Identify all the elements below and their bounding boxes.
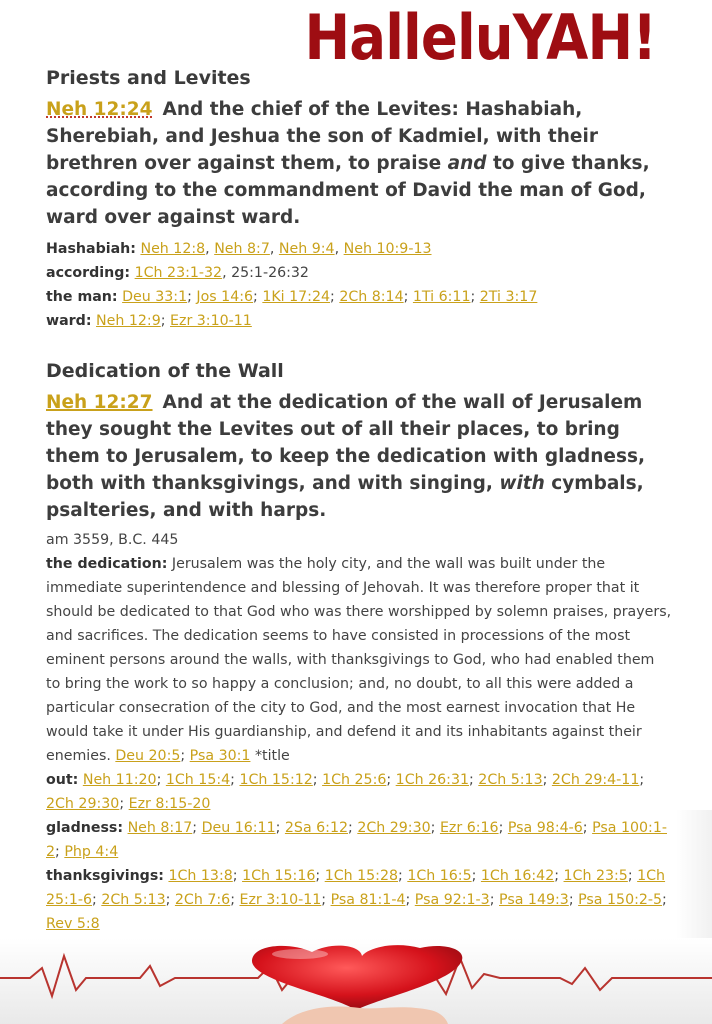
scripture-ref-link[interactable]: Psa 150:2-5	[578, 892, 663, 908]
scripture-ref-link[interactable]: Deu 16:11	[201, 820, 276, 836]
scripture-ref-link[interactable]: 1Ch 23:1-32	[134, 265, 223, 281]
side-shade	[676, 810, 712, 940]
scripture-ref-link[interactable]: 1Ch 13:8	[168, 868, 233, 884]
note-trailing: , 25:1-26:32	[222, 265, 309, 281]
cross-reference-notes	[46, 237, 672, 333]
scripture-ref-link[interactable]: 1Ch 25:6	[322, 772, 387, 788]
scripture-ref-link[interactable]: Deu 33:1	[122, 289, 188, 305]
scripture-ref-link[interactable]: Psa 30:1	[189, 748, 251, 764]
note-text: Jerusalem was the holy city, and the wall was built under the immediate superintendence and blessing of Jehovah. It was therefore proper that it should be dedicated to that God who was there worshipped by solemn praises, prayers, and sacrifices. The dedication seems to have consisted in processions of the most eminent persons around the walls, with thanksgivings to God, who had enabled them to bring the work to so happy a conclusion; and, no doubt, to all this were added a particular consecration of the city to God, and the most earnest invocation that He would take it under His guardianship, and defend it and its inhabitants against their enemies.	[46, 556, 672, 764]
scripture-ref-link[interactable]: Neh 8:7	[214, 241, 270, 257]
scripture-ref-link[interactable]: 2Sa 6:12	[284, 820, 349, 836]
note-label: ward:	[46, 313, 92, 329]
note-label: out:	[46, 772, 79, 788]
scripture-ref-link[interactable]: 1Ch 15:28	[324, 868, 399, 884]
cross-reference-line: Hashabiah: Neh 12:8, Neh 8:7, Neh 9:4, Neh 10:9-13	[46, 241, 432, 257]
verse-neh-12-24	[46, 96, 672, 231]
section-heading: Priests and Levites	[46, 67, 251, 89]
cross-reference-line: the man: Deu 33:1; Jos 14:6; 1Ki 17:24; 2Ch 8:14; 1Ti 6:11; 2Ti 3:17	[46, 289, 538, 305]
scripture-ref-link[interactable]: 1Ch 23:5	[563, 868, 628, 884]
scripture-ref-link[interactable]: Jos 14:6	[196, 289, 254, 305]
scripture-ref-link[interactable]: Deu 20:5	[115, 748, 181, 764]
scripture-ref-link[interactable]: 1Ch 15:4	[165, 772, 231, 788]
scripture-ref-link[interactable]: Neh 12:9	[96, 313, 161, 329]
note-label: according:	[46, 265, 131, 281]
verse-italic-word: and	[447, 153, 487, 174]
cross-reference-notes	[46, 768, 672, 936]
scripture-ref-link[interactable]: 2Ch 29:30	[46, 796, 120, 812]
dedication-note: the dedication: Jerusalem was the holy city, and the wall was built under the immediate superintendence and blessing of Jehovah. It was therefore proper that it should be dedicated to that God who was there worshipped by solemn praises, prayers, and sacrifices. The dedication seems to have consisted in processions of the most eminent persons around the walls, with thanksgivings to God, who had enabled them to bring the work to so happy a conclusion; and, no doubt, to all this were added a particular consecration of the city to God, and the most earnest invocation that He would take it under His guardianship, and defend it and its inhabitants against their enemies. Deu 20:5; Psa 30:1 *title	[46, 556, 672, 764]
section-dedication-wall	[46, 357, 672, 936]
scripture-ref-link[interactable]: 2Ch 7:6	[174, 892, 231, 908]
scripture-ref-link[interactable]: 1Ti 6:11	[412, 289, 471, 305]
scripture-ref-link[interactable]: Neh 8:17	[127, 820, 193, 836]
scripture-ref-link[interactable]: 1Ch 16:5	[407, 868, 472, 884]
scripture-ref-link[interactable]: Ezr 3:10-11	[170, 313, 252, 329]
note-label: gladness:	[46, 820, 124, 836]
scripture-ref-link[interactable]: Php 4:4	[64, 844, 119, 860]
note-label: the dedication:	[46, 556, 168, 572]
heart-highlight	[272, 949, 328, 959]
scripture-ref-link[interactable]: Neh 9:4	[278, 241, 335, 257]
note-label: the man:	[46, 289, 118, 305]
scripture-ref-link[interactable]: 1Ch 15:12	[239, 772, 313, 788]
scripture-ref-link[interactable]: 2Ch 29:4-11	[551, 772, 640, 788]
scripture-ref-link[interactable]: 2Ch 29:30	[357, 820, 431, 836]
scripture-ref-link[interactable]: Ezr 8:15-20	[128, 796, 211, 812]
scripture-ref-link[interactable]: Neh 11:20	[82, 772, 157, 788]
note-label: thanksgivings:	[46, 868, 164, 884]
verse-neh-12-27	[46, 389, 672, 524]
verse-ref-link[interactable]: Neh 12:27	[46, 392, 153, 413]
verse-italic-word: with	[499, 473, 545, 494]
date-note: am 3559, B.C. 445	[46, 532, 179, 548]
scripture-ref-link[interactable]: 1Ch 26:31	[395, 772, 469, 788]
scripture-ref-link[interactable]: 1Ki 17:24	[262, 289, 331, 305]
scripture-ref-link[interactable]: 1Ch 16:42	[480, 868, 555, 884]
scripture-ref-link[interactable]: 2Ch 5:13	[478, 772, 543, 788]
verse-ref-link[interactable]: Neh 12:24	[46, 99, 153, 120]
cross-reference-line: ward: Neh 12:9; Ezr 3:10-11	[46, 313, 252, 329]
scripture-ref-link[interactable]: 1Ch 25:1-6	[46, 868, 666, 908]
scripture-ref-link[interactable]: Neh 10:9-13	[343, 241, 432, 257]
cross-reference-line: gladness: Neh 8:17; Deu 16:11; 2Sa 6:12; 2Ch 29:30; Ezr 6:16; Psa 98:4-6; Psa 100:1-2; Php 4:4	[46, 820, 667, 860]
heartbeat-heart-illustration	[0, 938, 712, 1024]
section-heading: Dedication of the Wall	[46, 360, 284, 382]
scripture-ref-link[interactable]: Psa 100:1-2	[46, 820, 667, 860]
scripture-ref-link[interactable]: Psa 81:1-4	[330, 892, 406, 908]
scripture-ref-link[interactable]: 2Ch 8:14	[339, 289, 404, 305]
section-priests-levites	[46, 64, 672, 333]
scripture-ref-link[interactable]: 2Ti 3:17	[479, 289, 538, 305]
verse-text: And at the dedication of the wall of Jerusalem they sought the Levites out of all their places, to bring them to Jerusalem, to keep the dedication with gladness, both with thanksgivings, and with singing,	[46, 392, 646, 494]
halleluyah-banner: HalleluYAH!	[304, 1, 657, 74]
scripture-ref-link[interactable]: Rev 5:8	[46, 916, 100, 932]
scripture-ref-link[interactable]: 2Ch 5:13	[101, 892, 166, 908]
study-content	[46, 64, 672, 936]
verse-text-continued: to give thanks, according to the commandment of David the man of God, ward over against ward.	[46, 153, 650, 228]
verse-text-continued: cymbals, psalteries, and with harps.	[46, 473, 644, 521]
scripture-ref-link[interactable]: Ezr 3:10-11	[239, 892, 322, 908]
note-label: Hashabiah:	[46, 241, 136, 257]
note-trailing: *title	[250, 748, 290, 764]
scripture-ref-link[interactable]: Ezr 6:16	[439, 820, 499, 836]
scripture-ref-link[interactable]: 1Ch 15:16	[242, 868, 316, 884]
cross-reference-line: thanksgivings: 1Ch 13:8; 1Ch 15:16; 1Ch 15:28; 1Ch 16:5; 1Ch 16:42; 1Ch 23:5; 1Ch 25:1-6; 2Ch 5:13; 2Ch 7:6; Ezr 3:10-11; Psa 81:1-4; Psa 92:1-3; Psa 149:3; Psa 150:2-5; Rev 5:8	[46, 868, 667, 932]
scripture-ref-link[interactable]: Psa 98:4-6	[507, 820, 583, 836]
cross-reference-line	[46, 261, 672, 285]
scripture-ref-link[interactable]: Neh 12:8	[140, 241, 206, 257]
cross-reference-line: out: Neh 11:20; 1Ch 15:4; 1Ch 15:12; 1Ch 25:6; 1Ch 26:31; 2Ch 5:13; 2Ch 29:4-11; 2Ch 29:30; Ezr 8:15-20	[46, 772, 645, 812]
verse-text: And the chief of the Levites: Hashabiah, Sherebiah, and Jeshua the son of Kadmiel, with their brethren over against them, to praise	[46, 99, 598, 174]
scripture-ref-link[interactable]: Psa 92:1-3	[414, 892, 490, 908]
scripture-ref-link[interactable]: Psa 149:3	[499, 892, 569, 908]
